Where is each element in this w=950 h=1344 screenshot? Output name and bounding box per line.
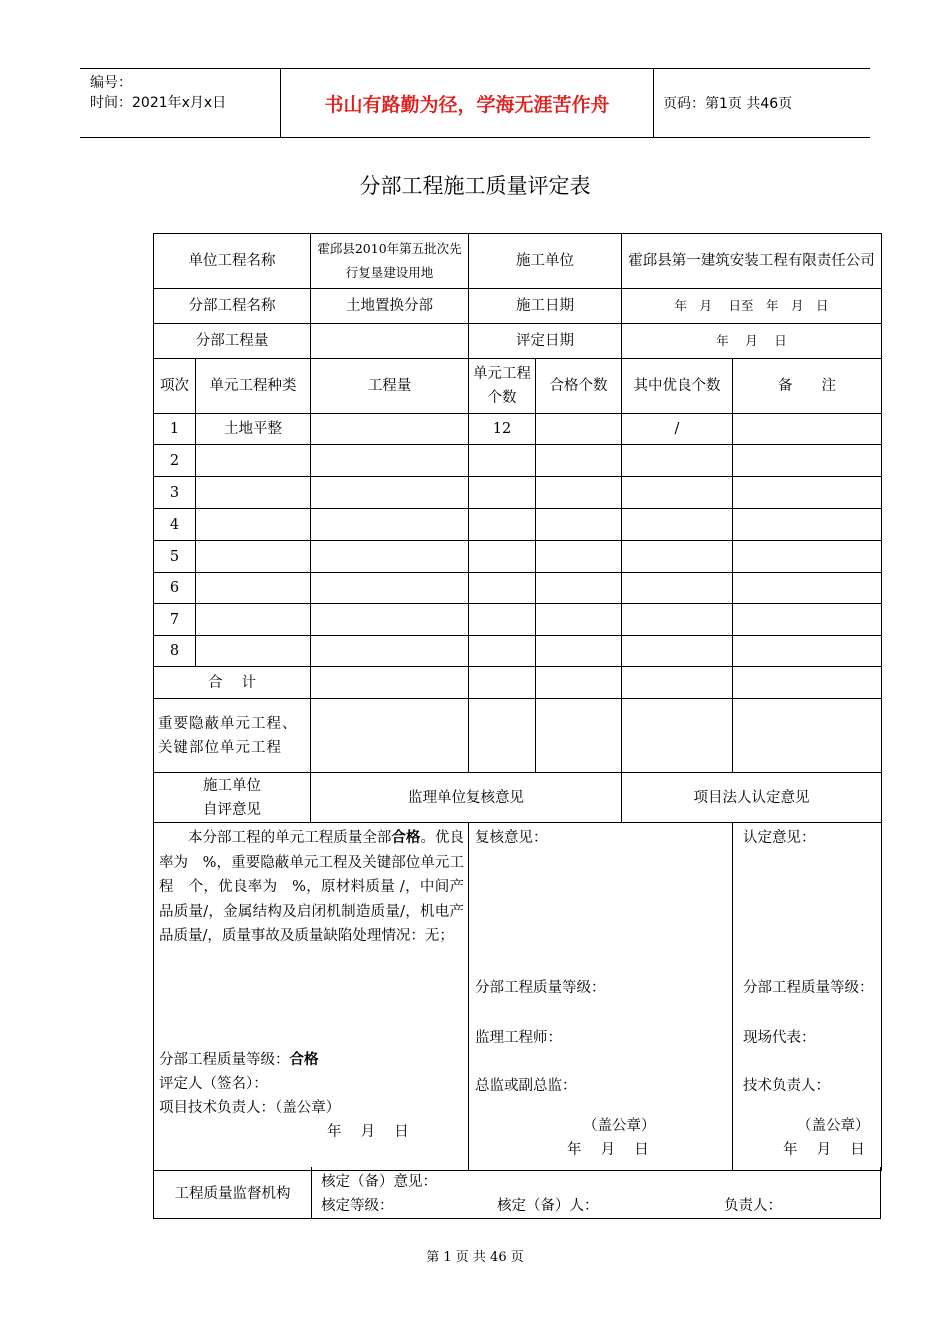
form-row-unit-project	[154, 234, 882, 289]
row-count	[469, 445, 536, 477]
self-grade-value: 合格	[289, 1051, 319, 1068]
document-time-label: 时间：2021年x月x日	[90, 95, 227, 111]
review-date: 年 月 日	[567, 1142, 649, 1158]
row-remarks	[733, 541, 882, 573]
row-excellent	[622, 509, 733, 541]
row-qualified	[536, 414, 622, 445]
row-qualified	[536, 604, 622, 636]
row-type	[196, 509, 311, 541]
row-no: 5	[154, 541, 196, 573]
site-rep-label: 现场代表：	[743, 1030, 816, 1046]
supervision-header: 监理单位复核意见	[311, 773, 622, 823]
sub-project-value: 土地置换分部	[311, 289, 469, 324]
chief-supervisor-label: 总监或副总监：	[475, 1078, 577, 1094]
row-quantity	[311, 573, 469, 604]
self-eval-cell	[154, 823, 469, 1171]
row-quantity	[311, 541, 469, 573]
col-header-remarks: 备 注	[733, 359, 882, 414]
construction-date-value: 年 月 日至 年 月 日	[622, 289, 882, 324]
total-remarks	[733, 667, 882, 699]
row-type	[196, 636, 311, 667]
self-grade-label: 分部工程质量等级：	[159, 1052, 290, 1068]
supervision-org-row	[153, 1167, 881, 1219]
row-type: 土地平整	[196, 414, 311, 445]
col-header-unit-type: 单元工程种类	[196, 359, 311, 414]
row-excellent: /	[622, 414, 733, 445]
row-remarks	[733, 604, 882, 636]
row-count	[469, 509, 536, 541]
row-quantity	[311, 477, 469, 509]
evaluation-form-table	[153, 233, 882, 1171]
self-eval-label-line2: 自评意见	[203, 801, 261, 818]
row-type	[196, 445, 311, 477]
row-qualified	[536, 477, 622, 509]
col-header-qualified-count: 合格个数	[536, 359, 622, 414]
document-number-label: 编号：	[90, 75, 132, 91]
key-units-label: 重要隐蔽单元工程、关键部位单元工程	[154, 699, 311, 773]
row-count	[469, 477, 536, 509]
self-eval-text-a: 本分部工程的单元工程质量全部	[188, 830, 392, 846]
row-quantity	[311, 414, 469, 445]
self-eval-paragraph	[159, 826, 464, 949]
row-type	[196, 541, 311, 573]
row-excellent	[622, 445, 733, 477]
opinion-body-row	[154, 823, 882, 1171]
row-no: 8	[154, 636, 196, 667]
sub-project-label: 分部工程名称	[154, 289, 311, 324]
row-no: 6	[154, 573, 196, 604]
row-count	[469, 573, 536, 604]
self-eval-label-line1: 施工单位	[203, 777, 261, 794]
construction-unit-value: 霍邱县第一建筑安装工程有限责任公司	[622, 234, 882, 289]
row-excellent	[622, 573, 733, 604]
supervision-cell	[469, 823, 733, 1171]
row-qualified	[536, 445, 622, 477]
row-count	[469, 636, 536, 667]
row-quantity	[311, 445, 469, 477]
row-qualified	[536, 541, 622, 573]
row-remarks	[733, 414, 882, 445]
confirm-opinion-label: 认定意见：	[743, 830, 816, 846]
supervision-org-label: 工程质量监督机构	[154, 1167, 312, 1218]
self-date: 年 月 日	[327, 1124, 409, 1140]
owner-header: 项目法人认定意见	[622, 773, 882, 823]
self-eval-text-b: 。优良率为 %，重要隐蔽单元工程及关键部位单元工程 个，优良率为 %，原材料质量 /，中间产品质量/，金属结构及启闭机制造质量/，机电产品质量/，质量事故及质量缺陷处理情况：无；	[159, 830, 465, 944]
supervisor-label: 监理工程师：	[475, 1030, 562, 1046]
row-count: 12	[469, 414, 536, 445]
total-excellent	[622, 667, 733, 699]
form-row-sub-project	[154, 289, 882, 324]
row-type	[196, 477, 311, 509]
page-info: 页码：第1页 共46页	[663, 96, 793, 112]
sub-quantity-label: 分部工程量	[154, 324, 311, 359]
table-row	[154, 573, 882, 604]
page-footer: 第 1 页 共 46 页	[426, 1250, 524, 1265]
total-row	[154, 667, 882, 699]
total-count	[469, 667, 536, 699]
row-excellent	[622, 541, 733, 573]
row-type	[196, 573, 311, 604]
header-bar	[80, 68, 870, 138]
construction-date-label: 施工日期	[469, 289, 622, 324]
review-seal: （盖公章）	[583, 1118, 656, 1134]
page-title: 分部工程施工质量评定表	[359, 174, 591, 198]
self-eval-header	[154, 773, 311, 823]
row-quantity	[311, 604, 469, 636]
total-label: 合 计	[154, 667, 311, 699]
verify-lead-label: 负责人：	[724, 1198, 782, 1214]
confirm-seal: （盖公章）	[797, 1118, 870, 1134]
col-header-item-no: 项次	[154, 359, 196, 414]
row-no: 4	[154, 509, 196, 541]
construction-unit-label: 施工单位	[469, 234, 622, 289]
unit-project-label: 单位工程名称	[154, 234, 311, 289]
table-row	[154, 445, 882, 477]
confirm-grade-label: 分部工程质量等级：	[743, 980, 874, 996]
verify-opinion-label: 核定（备）意见：	[321, 1174, 437, 1190]
row-excellent	[622, 477, 733, 509]
table-row	[154, 541, 882, 573]
owner-cell	[733, 823, 882, 1171]
key-units-remarks	[733, 699, 882, 773]
header-motto: 书山有路勤为径，学海无涯苦作舟	[281, 69, 654, 137]
verify-grade-label: 核定等级：	[321, 1198, 394, 1214]
row-remarks	[733, 477, 882, 509]
tech-lead-label: 项目技术负责人：（盖公章）	[159, 1100, 341, 1116]
row-quantity	[311, 636, 469, 667]
row-qualified	[536, 509, 622, 541]
self-eval-text-bold: 合格	[391, 829, 421, 846]
header-meta	[80, 69, 281, 137]
row-remarks	[733, 445, 882, 477]
key-units-qualified	[536, 699, 622, 773]
row-qualified	[536, 573, 622, 604]
row-no: 2	[154, 445, 196, 477]
sub-quantity-value	[311, 324, 469, 359]
row-type	[196, 604, 311, 636]
table-row	[154, 477, 882, 509]
review-grade-label: 分部工程质量等级：	[475, 980, 606, 996]
table-row	[154, 604, 882, 636]
table-row	[154, 509, 882, 541]
row-excellent	[622, 604, 733, 636]
row-quantity	[311, 509, 469, 541]
unit-project-value: 霍邱县2010年第五批次先行复垦建设用地	[311, 234, 469, 289]
row-count	[469, 604, 536, 636]
table-row	[154, 636, 882, 667]
col-header-quantity: 工程量	[311, 359, 469, 414]
form-row-sub-quantity	[154, 324, 882, 359]
verify-person-label: 核定（备）人：	[497, 1198, 599, 1214]
row-remarks	[733, 509, 882, 541]
col-header-excellent-count: 其中优良个数	[622, 359, 733, 414]
key-units-excellent	[622, 699, 733, 773]
opinion-header-row	[154, 773, 882, 823]
evaluator-label: 评定人（签名）：	[159, 1076, 268, 1092]
row-remarks	[733, 573, 882, 604]
row-qualified	[536, 636, 622, 667]
row-remarks	[733, 636, 882, 667]
key-units-row	[154, 699, 882, 773]
row-no: 7	[154, 604, 196, 636]
row-count	[469, 541, 536, 573]
confirm-date: 年 月 日	[783, 1142, 865, 1158]
total-qualified	[536, 667, 622, 699]
row-no: 3	[154, 477, 196, 509]
review-opinion-label: 复核意见：	[475, 830, 548, 846]
column-header-row	[154, 359, 882, 414]
eval-date-label: 评定日期	[469, 324, 622, 359]
table-row	[154, 414, 882, 445]
eval-date-value: 年 月 日	[622, 324, 882, 359]
row-no: 1	[154, 414, 196, 445]
self-grade-line	[159, 1048, 319, 1072]
key-units-quantity	[311, 699, 469, 773]
total-quantity	[311, 667, 469, 699]
key-units-count	[469, 699, 536, 773]
row-excellent	[622, 636, 733, 667]
col-header-unit-count: 单元工程个数	[469, 359, 536, 414]
owner-tech-label: 技术负责人：	[743, 1078, 830, 1094]
